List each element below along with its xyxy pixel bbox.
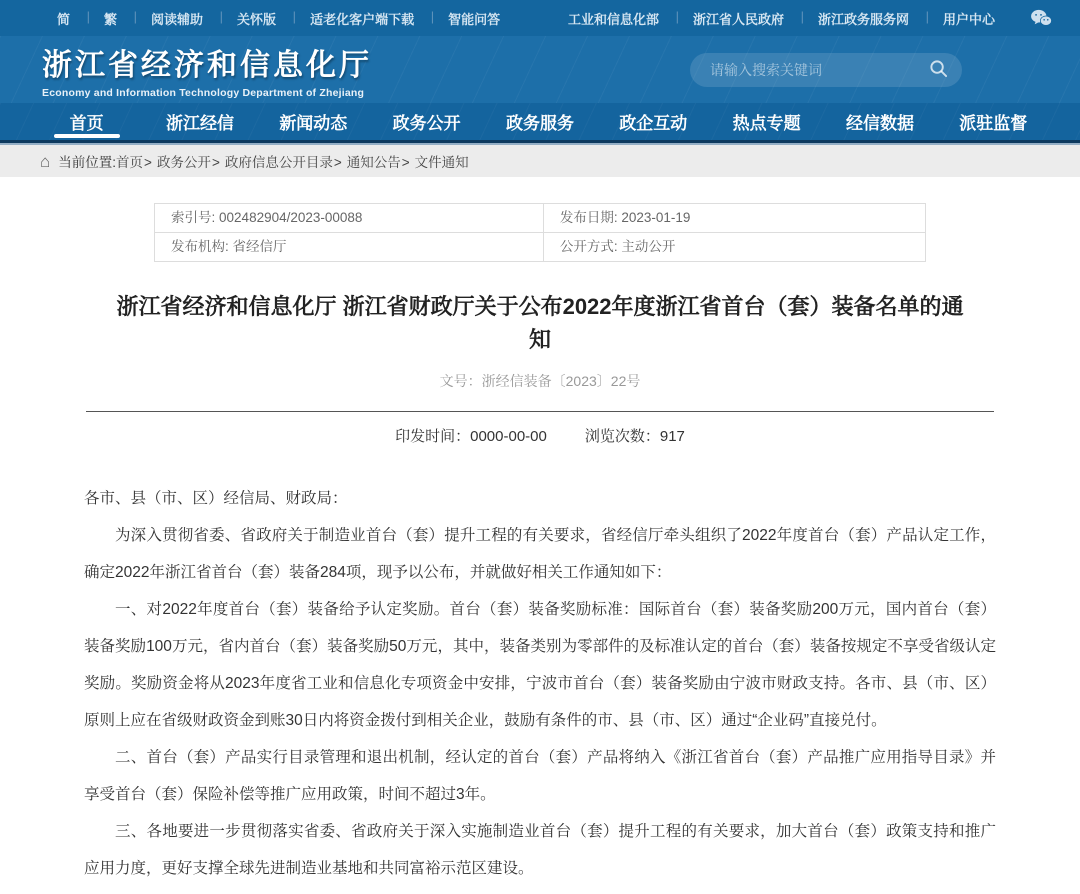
disclosure-method-cell	[544, 233, 925, 261]
care-version-link[interactable]: 关怀版 |	[220, 9, 293, 28]
crumb-disclosure-directory[interactable]: 政府信息公开目录 >	[225, 151, 347, 171]
views-label: 浏览次数：	[584, 428, 660, 445]
nav-item-hot-topics[interactable]: 热点专题	[732, 114, 801, 133]
user-center-link[interactable]: 用户中心	[942, 11, 995, 27]
crumb-notices[interactable]: 通知公告 >	[347, 151, 415, 171]
miit-link[interactable]: 工业和信息化部 |	[551, 9, 676, 28]
publish-date-value: 2023-01-19	[621, 210, 691, 225]
topbar-left-links	[40, 9, 517, 28]
crumb-gov-disclosure[interactable]: 政务公开 >	[157, 151, 225, 171]
document-number: 文号：浙经信装备〔2023〕22号	[439, 373, 641, 389]
publish-agency-cell	[155, 233, 544, 261]
document-title: 浙江省经济和信息化厅 浙江省财政厅关于公布2022年度浙江省首台（套）装备名单的通知	[116, 294, 964, 352]
top-utility-bar	[0, 0, 1080, 36]
paragraph-item-3: 三、各地要进一步贯彻落实省委、省政府关于深入实施制造业首台（套）提升工程的有关要求，加大首台（套）政策支持和推广应用力度，更好支撑全球先进制造业基地和共同富裕示范区建设。	[84, 823, 996, 877]
lang-traditional-link[interactable]: 繁 |	[87, 9, 134, 28]
paragraph-intro: 为深入贯彻省委、省政府关于制造业首台（套）提升工程的有关要求，省经信厅牵头组织了2022年度首台（套）产品认定工作，确定2022年浙江省首台（套）装备284项，现予以公布，并就做好相关工作通知如下：	[84, 527, 996, 581]
paragraph-item-1: 一、对2022年度首台（套）装备给予认定奖励。首台（套）装备奖励标准：国际首台（套）装备奖励200万元，国内首台（套）装备奖励100万元，省内首台（套）装备奖励50万元，其中，装备类别为零部件的及标准认定的首台（套）装备按规定不享受省级认定奖励。奖励资金将从2023年度省工业和信息化专项资金中安排，宁波市首台（套）装备奖励由宁波市财政支持。各市、县（市、区）原则上应在省级财政资金到账30日内将资金拨付到相关企业，鼓励有条件的市、县（市、区）通过“企业码”直接兑付。	[84, 601, 996, 729]
breadcrumb	[0, 143, 1080, 177]
publish-agency-value: 省经信厅	[232, 239, 287, 254]
nav-item-gov-disclosure[interactable]: 政务公开	[392, 114, 461, 133]
disclosure-method-label: 公开方式:	[559, 239, 618, 254]
elderly-client-download-link[interactable]: 适老化客户端下载 |	[293, 9, 431, 28]
print-time-label: 印发时间：	[395, 428, 471, 445]
views-value: 917	[659, 428, 685, 445]
zj-service-link[interactable]: 浙江政务服务网 |	[801, 9, 926, 28]
reading-aid-link[interactable]: 阅读辅助 |	[134, 9, 220, 28]
index-number-cell	[155, 204, 544, 233]
index-number-label: 索引号:	[171, 210, 216, 225]
publish-date-label: 发布日期:	[559, 210, 618, 225]
site-search	[690, 53, 962, 87]
lang-simplified-link[interactable]: 简 |	[40, 9, 87, 28]
home-icon: ⌂	[40, 151, 51, 171]
paragraph-item-2: 二、首台（套）产品实行目录管理和退出机制，经认定的首台（套）产品将纳入《浙江省首台（套）产品推广应用指导目录》并享受首台（套）保险补偿等推广应用政策，时间不超过3年。	[84, 749, 996, 803]
document-info-table	[154, 203, 926, 262]
title-divider	[86, 411, 994, 412]
site-title: 浙江省经济和信息化厅	[42, 49, 372, 82]
crumb-file-notice[interactable]: 文件通知	[414, 155, 469, 170]
document-body	[84, 480, 996, 887]
index-number-value: 002482904/2023-00088	[219, 210, 363, 225]
wechat-icon[interactable]	[1030, 9, 1052, 27]
nav-item-news[interactable]: 新闻动态	[279, 114, 348, 133]
publish-agency-label: 发布机构:	[171, 239, 229, 254]
print-time-value: 0000-00-00	[470, 428, 547, 445]
site-title-english: Economy and Information Technology Department of Zhejiang	[42, 87, 365, 99]
document-meta	[84, 425, 996, 446]
disclosure-method-value: 主动公开	[621, 239, 676, 254]
nav-item-gov-enterprise[interactable]: 政企互动	[619, 114, 688, 133]
search-input[interactable]	[710, 62, 929, 78]
zj-gov-link[interactable]: 浙江省人民政府 |	[676, 9, 801, 28]
breadcrumb-label: 当前位置:	[58, 155, 117, 170]
main-nav	[0, 103, 1080, 143]
nav-item-zhejiang-jingxin[interactable]: 浙江经信	[165, 114, 234, 133]
site-masthead	[0, 36, 1080, 103]
nav-item-supervision[interactable]: 派驻监督	[959, 114, 1028, 133]
nav-item-home[interactable]: 首页	[30, 103, 143, 140]
site-logo[interactable]	[42, 40, 372, 99]
document-content	[84, 177, 996, 894]
nav-item-jingxin-data[interactable]: 经信数据	[845, 114, 914, 133]
search-button[interactable]	[929, 59, 948, 81]
publish-date-cell	[544, 204, 925, 233]
salutation: 各市、县（市、区）经信局、财政局：	[84, 490, 348, 507]
nav-item-gov-services[interactable]: 政务服务	[505, 114, 574, 133]
smart-qa-link[interactable]: 智能问答	[448, 11, 501, 27]
crumb-home[interactable]: 首页 >	[116, 151, 157, 171]
topbar-right-links	[551, 9, 1052, 28]
search-icon	[929, 59, 948, 81]
